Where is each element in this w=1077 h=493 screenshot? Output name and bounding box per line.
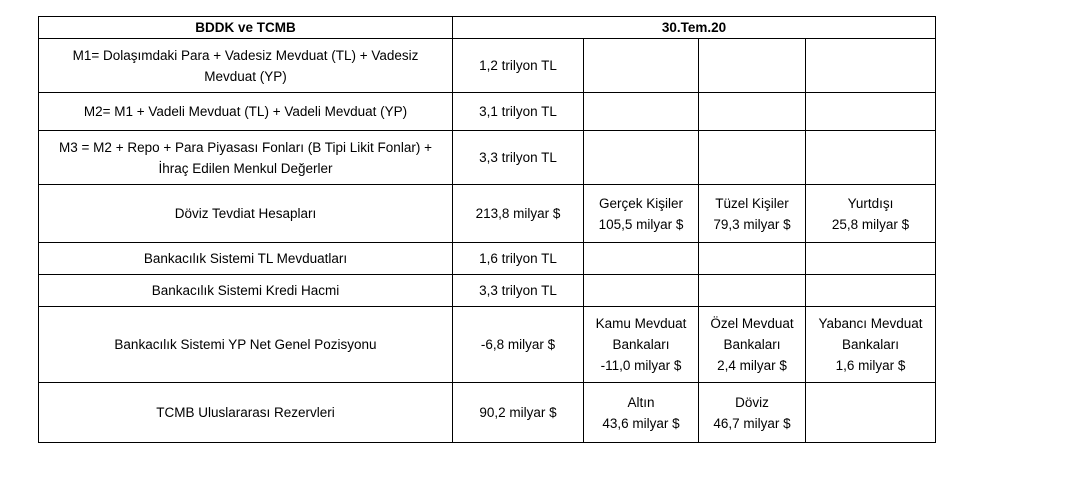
breakdown-line: Yabancı Mevduat <box>818 316 923 331</box>
row-label-cell <box>39 93 453 131</box>
table-row <box>39 39 936 93</box>
row-label-cell <box>39 275 453 307</box>
breakdown-line: Döviz <box>735 394 769 410</box>
row-value-cell: 1,6 trilyon TL <box>453 243 584 275</box>
breakdown-line: Kamu Mevduat <box>595 316 687 331</box>
header-row <box>39 17 936 39</box>
breakdown-line: Bankaları <box>841 337 900 352</box>
breakdown-line: Özel Mevduat <box>710 316 794 331</box>
breakdown-cell <box>806 243 936 275</box>
row-label-line: İhraç Edilen Menkul Değerler <box>158 160 333 176</box>
row-label-line: Mevduat (YP) <box>204 68 287 84</box>
breakdown-line: Tüzel Kişiler <box>715 195 789 211</box>
row-label-line: M1= Dolaşımdaki Para + Vadesiz Mevduat (TL) + Vadesiz <box>72 47 419 63</box>
row-label-line: Bankacılık Sistemi YP Net Genel Pozisyonu <box>114 337 377 352</box>
breakdown-cell <box>806 307 936 383</box>
breakdown-cell <box>806 383 936 443</box>
breakdown-cell <box>584 383 699 443</box>
row-label-cell <box>39 131 453 185</box>
row-value-cell: 90,2 milyar $ <box>453 383 584 443</box>
table-row <box>39 383 936 443</box>
row-value-cell: -6,8 milyar $ <box>453 307 584 383</box>
breakdown-cell <box>584 185 699 243</box>
row-value-cell: 1,2 trilyon TL <box>453 39 584 93</box>
breakdown-line: 105,5 milyar $ <box>598 216 684 232</box>
row-label-cell <box>39 243 453 275</box>
breakdown-line: -11,0 milyar $ <box>600 358 682 373</box>
table-row <box>39 275 936 307</box>
table-row <box>39 93 936 131</box>
table-row <box>39 243 936 275</box>
header-source-cell: BDDK ve TCMB <box>39 17 453 39</box>
breakdown-line: 1,6 milyar $ <box>835 358 906 373</box>
row-label-cell <box>39 39 453 93</box>
breakdown-cell <box>699 39 806 93</box>
breakdown-cell <box>584 39 699 93</box>
breakdown-cell <box>584 307 699 383</box>
breakdown-cell <box>806 131 936 185</box>
breakdown-line: Gerçek Kişiler <box>598 195 684 211</box>
breakdown-cell <box>699 243 806 275</box>
breakdown-cell <box>584 275 699 307</box>
breakdown-line: Bankaları <box>723 337 781 352</box>
breakdown-line: 46,7 milyar $ <box>713 415 791 431</box>
row-label-line: M3 = M2 + Repo + Para Piyasası Fonları (B Tipi Likit Fonlar) + <box>59 139 432 155</box>
breakdown-line: 79,3 milyar $ <box>713 216 791 232</box>
row-label-cell <box>39 383 453 443</box>
breakdown-cell <box>806 93 936 131</box>
row-label-cell <box>39 185 453 243</box>
breakdown-cell <box>699 185 806 243</box>
data-table <box>38 16 936 443</box>
row-value-cell: 3,3 trilyon TL <box>453 131 584 185</box>
header-date-cell: 30.Tem.20 <box>453 17 936 39</box>
row-label-line: M2= M1 + Vadeli Mevduat (TL) + Vadeli Mevduat (YP) <box>83 104 408 119</box>
table-row <box>39 307 936 383</box>
breakdown-cell <box>806 275 936 307</box>
breakdown-line: Yurtdışı <box>847 195 894 211</box>
breakdown-cell <box>584 243 699 275</box>
table-row <box>39 185 936 243</box>
row-value-cell: 3,3 trilyon TL <box>453 275 584 307</box>
breakdown-cell <box>584 131 699 185</box>
breakdown-cell <box>584 93 699 131</box>
breakdown-cell <box>699 275 806 307</box>
breakdown-cell <box>806 185 936 243</box>
row-label-line: Bankacılık Sistemi TL Mevduatları <box>143 251 348 266</box>
breakdown-line: 43,6 milyar $ <box>602 415 680 431</box>
breakdown-cell <box>806 39 936 93</box>
breakdown-cell <box>699 383 806 443</box>
breakdown-line: Bankaları <box>612 337 670 352</box>
row-label-cell <box>39 307 453 383</box>
breakdown-cell <box>699 307 806 383</box>
breakdown-line: Altın <box>627 394 655 410</box>
breakdown-line: 2,4 milyar $ <box>717 358 787 373</box>
row-value-cell: 3,1 trilyon TL <box>453 93 584 131</box>
breakdown-cell <box>699 93 806 131</box>
breakdown-line: 25,8 milyar $ <box>831 216 910 232</box>
row-label-line: Bankacılık Sistemi Kredi Hacmi <box>151 283 340 298</box>
table-row <box>39 131 936 185</box>
breakdown-cell <box>699 131 806 185</box>
row-label-line: TCMB Uluslararası Rezervleri <box>156 405 335 420</box>
row-label-line: Döviz Tevdiat Hesapları <box>174 206 317 221</box>
row-value-cell: 213,8 milyar $ <box>453 185 584 243</box>
